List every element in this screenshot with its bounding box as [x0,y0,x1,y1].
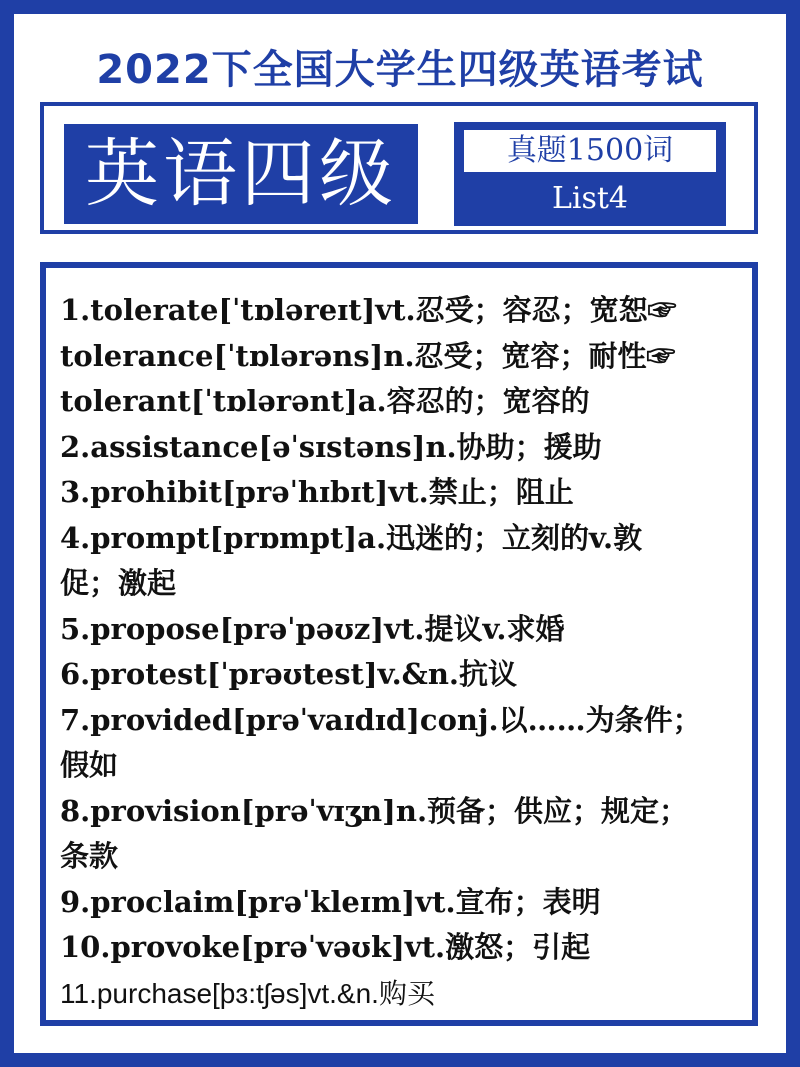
list-label: List4 [551,181,629,216]
vocab-line: 条款 [60,839,119,873]
main-badge: 英语四级 [64,124,418,224]
vocab-box [40,262,758,1026]
vocab-list [60,288,740,1016]
vocab-line: tolerance[ˈtɒlərəns]n.忍受；宽容；耐性☞ [60,338,676,373]
vocab-line: 7.provided[prəˈvaɪdɪd]conj.以……为条件； [60,702,702,737]
vocab-line: 6.protest[ˈprəʊtest]v.&n.抗议 [60,657,518,691]
header-box [40,102,758,234]
vocab-line: 9.proclaim[prəˈkleɪm]vt.宣布；表明 [60,884,601,919]
vocab-line: 5.propose[prəˈpəʊz]vt.提议v.求婚 [60,611,565,646]
side-badge [454,122,726,226]
vocab-line: tolerant[ˈtɒlərənt]a.容忍的；宽容的 [60,384,590,418]
vocab-line: 4.prompt[prɒmpt]a.迅迷的；立刻的v.敦 [60,520,643,555]
sub-label: 真题1500词 [464,130,716,172]
page-title: 2022下全国大学生四级英语考试 [96,47,704,93]
vocab-line: 2.assistance[əˈsɪstəns]n.协助；援助 [60,429,602,464]
vocab-line: 8.provision[prəˈvɪʒn]n.预备；供应；规定； [60,793,689,828]
vocab-line: 3.prohibit[prəˈhɪbɪt]vt.禁止；阻止 [60,475,574,509]
page-frame [14,14,786,1053]
vocab-line: 促；激起 [60,566,177,600]
vocab-line: 10.provoke[prəˈvəʊk]vt.激怒；引起 [60,930,591,964]
vocab-line: 1.tolerate[ˈtɒləreɪt]vt.忍受；容忍；宽恕☞ [60,293,677,327]
vocab-line: 假如 [60,748,119,782]
vocab-line: 11.purchase[þɜ:tʃəs]vt.&n.购买 [60,977,435,1009]
